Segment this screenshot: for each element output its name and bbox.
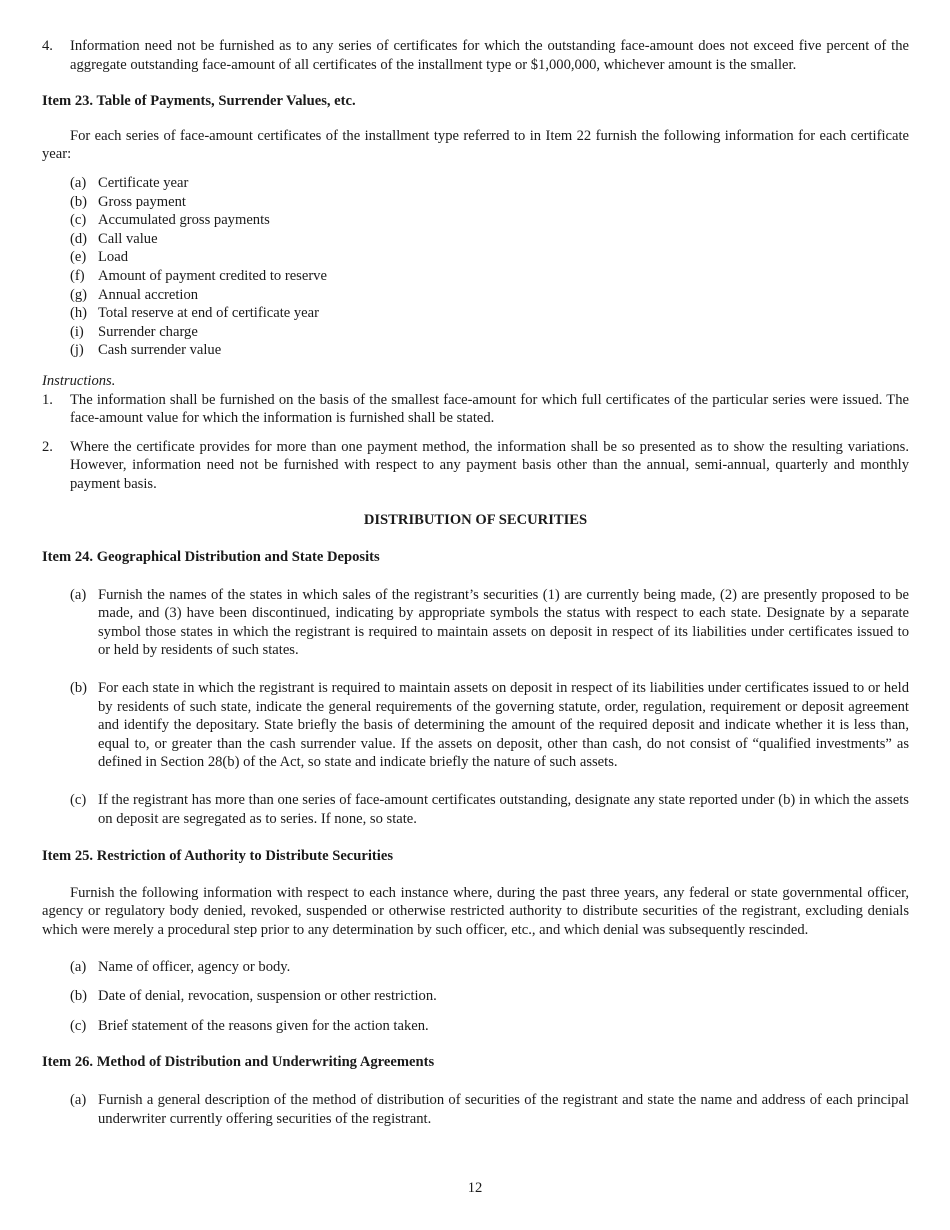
list-mark: (h) (70, 305, 88, 322)
list-item (42, 286, 909, 305)
note-4 (42, 37, 909, 74)
list-item (42, 323, 909, 342)
item-23-intro: For each series of face-amount certificates of the installment type referred to in Item 22 furnish the following information for each certificate year: (42, 127, 909, 163)
list-item (42, 267, 909, 286)
item-26-heading: Item 26. Method of Distribution and Underwriting Agreements (42, 1054, 435, 1071)
list-item (42, 174, 909, 193)
list-text: Name of officer, agency or body. (98, 958, 291, 975)
list-mark: (f) (70, 267, 85, 284)
list-text: Furnish a general description of the method of distribution of securities of the registrant and state the name and address of each principal underwriter currently offering securities of the registrant. (98, 1091, 909, 1127)
instructions-label: Instructions. (42, 372, 116, 389)
list-item (42, 586, 909, 660)
list-mark: (a) (70, 1091, 87, 1108)
list-mark: (i) (70, 323, 84, 340)
list-text: Date of denial, revocation, suspension or other restriction. (98, 988, 437, 1005)
list-mark: (c) (70, 792, 87, 808)
list-text: Furnish the names of the states in which sales of the registrant’s securities (1) are currently being made, (2) are presently proposed to be made, and (3) have been discontinued, indicating by appropriate symbols the status with respect to each state. Designate by a separate symbol those states in which the registrant is required to maintain assets on deposit in respect of its liabilities under certificates issued to or held by residents of such states. (98, 586, 909, 659)
list-mark: (b) (70, 988, 88, 1005)
instruction-text: Where the certificate provides for more than one payment method, the information shall be so presented as to show the resulting variations. However, information need not be furnished with respect to any payment basis other than the annual, semi-annual, quarterly and monthly payment basis. (70, 438, 909, 492)
list-text: Annual accretion (98, 286, 199, 303)
list-text: Amount of payment credited to reserve (98, 267, 327, 284)
list-mark: (c) (70, 212, 87, 229)
list-item (42, 1091, 909, 1128)
list-text: Call value (98, 230, 158, 247)
instruction-1 (42, 391, 909, 428)
list-text: Cash surrender value (98, 342, 222, 359)
instruction-number: 1. (42, 391, 53, 408)
item-25-list (42, 958, 909, 1036)
item-24-heading: Item 24. Geographical Distribution and State Deposits (42, 549, 380, 566)
list-item (42, 193, 909, 212)
list-text: Total reserve at end of certificate year (98, 305, 319, 322)
item-25-heading: Item 25. Restriction of Authority to Distribute Securities (42, 848, 393, 865)
list-item (42, 679, 909, 772)
list-text: Certificate year (98, 174, 189, 191)
list-mark: (c) (70, 1017, 87, 1034)
list-item (42, 341, 909, 360)
item-23-list (42, 174, 909, 360)
list-text: Load (98, 249, 128, 266)
list-mark: (d) (70, 230, 88, 247)
instruction-2 (42, 438, 909, 494)
list-item (42, 958, 909, 977)
list-mark: (b) (70, 193, 88, 210)
list-item (42, 791, 909, 828)
list-text: Accumulated gross payments (98, 212, 270, 229)
list-mark: (a) (70, 174, 87, 191)
page-number: 12 (467, 1180, 483, 1196)
list-text: For each state in which the registrant is required to maintain assets on deposit in respect of its liabilities under certificates issued to or held by residents of such state, indicate the general requirements of the governing statute, order, regulation, requirement or deposit agreement and identify the depositary. State briefly the basis of determining the amount of the required deposit and indicate whether it is less than, equal to, or greater than the cash surrender value. If the assets on deposit, other than cash, do not consist of “qualified investments” as defined in Section 28(b) of the Act, so state and indicate briefly the nature of such assets. (98, 680, 909, 771)
list-mark: (j) (70, 342, 84, 359)
list-item (42, 304, 909, 323)
list-mark: (b) (70, 680, 88, 697)
list-item (42, 987, 909, 1006)
section-title: DISTRIBUTION OF SECURITIES (363, 512, 588, 529)
item-25-intro: Furnish the following information with respect to each instance where, during the past three years, any federal or state governmental officer, agency or regulatory body denied, revoked, suspended or otherwise restricted authority to distribute securities of the registrant, excluding denials which were merely a procedural step prior to any determination by such officer, etc., and which denial was subsequently rescinded. (42, 884, 909, 938)
list-text: If the registrant has more than one series of face-amount certificates outstanding, designate any state reported under (b) in which the assets on deposit are segregated as to series. If none, so state. (98, 792, 909, 827)
instruction-text: The information shall be furnished on the basis of the smallest face-amount for which full certificates of the particular series were issued. The face-amount value for which the information is furnished shall be stated. (70, 391, 909, 427)
instruction-number: 2. (42, 438, 53, 455)
item-24-list (42, 586, 909, 829)
list-mark: (e) (70, 249, 87, 266)
list-item (42, 230, 909, 249)
list-item (42, 211, 909, 230)
note-text: Information need not be furnished as to any series of certificates for which the outstanding face-amount does not exceed five percent of the aggregate outstanding face-amount of all certificates of the installment type or $1,000,000, whichever amount is the smaller. (70, 38, 909, 73)
list-mark: (a) (70, 958, 87, 975)
list-item (42, 248, 909, 267)
item-26-list (42, 1091, 909, 1128)
list-text: Gross payment (98, 193, 186, 210)
note-number: 4. (42, 38, 53, 54)
item-23-heading: Item 23. Table of Payments, Surrender Values, etc. (42, 93, 356, 110)
list-item (42, 1017, 909, 1036)
list-text: Brief statement of the reasons given for the action taken. (98, 1017, 429, 1034)
document-page (42, 37, 909, 1128)
list-mark: (a) (70, 586, 87, 603)
list-mark: (g) (70, 286, 88, 303)
list-text: Surrender charge (98, 323, 198, 340)
